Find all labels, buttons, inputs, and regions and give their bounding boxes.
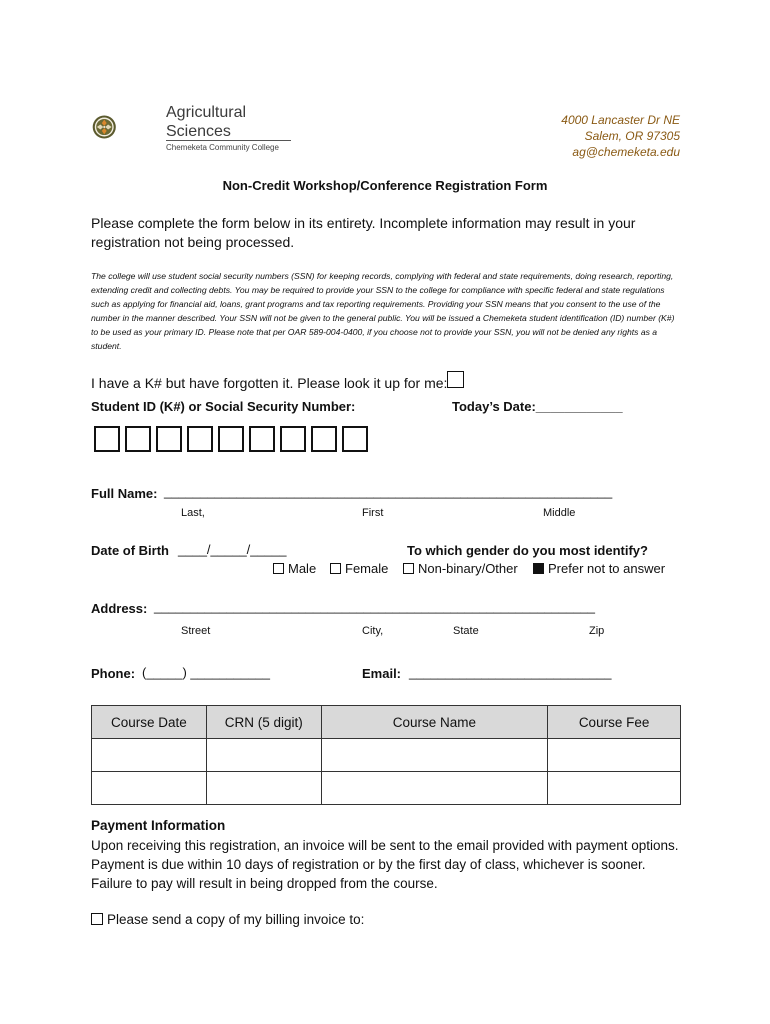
crn-cell[interactable] (206, 772, 321, 805)
dob-input[interactable]: ____/_____/_____ (178, 542, 287, 557)
forgot-k-checkbox[interactable] (447, 371, 464, 388)
table-row (92, 739, 681, 772)
billing-copy-option[interactable] (91, 912, 364, 927)
student-id-label: Student ID (K#) or Social Security Number: (91, 399, 356, 414)
gender-option-nonbinary[interactable] (403, 561, 518, 576)
billing-copy-checkbox[interactable] (91, 913, 103, 925)
city-caption: City, (362, 625, 384, 637)
address-label: Address: (91, 601, 148, 616)
middle-name-caption: Middle (543, 507, 576, 519)
id-digit-box[interactable] (249, 426, 275, 452)
last-name-caption: Last, (181, 507, 205, 519)
course-fee-cell[interactable] (548, 739, 681, 772)
billing-copy-label: Please send a copy of my billing invoice to: (107, 912, 365, 927)
address-city: Salem, OR 97305 (584, 129, 680, 143)
logo-title-line1: Agricultural (166, 104, 247, 121)
id-digit-box[interactable] (342, 426, 368, 452)
address-input[interactable]: _____________________________________________________________ (154, 599, 596, 614)
state-caption: State (453, 625, 479, 637)
course-date-cell[interactable] (92, 739, 207, 772)
full-name-label: Full Name: (91, 486, 158, 501)
full-name-input[interactable]: ______________________________________________________________ (164, 484, 613, 499)
ssn-notice: The college will use student social security numbers (SSN) for keeping records, complying with federal and state requirements, doing research, reporting, extending credit and collecting debts. You may be required to provide your SSN to the college for compliance with specific federal and state regulations such as applying for financial aid, loans, grant programs and tax reporting requirements. Providing your SSN means that you consent to the use of the number in the manner described. Your SSN will not be given to the general public. You will be issued a Chemeketa student identification (ID) number (K#) to be used as your primary ID. Please note that per OAR 589-004-0400, if you choose not to provide your SSN, you will not be denied any rights as a student. (91, 271, 675, 351)
logo-title-line2: Sciences (166, 123, 231, 140)
course-fee-cell[interactable] (548, 772, 681, 805)
id-digit-box[interactable] (187, 426, 213, 452)
course-name-cell[interactable] (321, 772, 548, 805)
payment-text: Upon receiving this registration, an invoice will be sent to the email provided with payment options. Payment is due within 10 days of registration or by the first day of class, whichever is sooner. Failure to pay will result in being dropped from the course. (91, 838, 679, 891)
phone-label: Phone: (91, 666, 136, 681)
dob-label: Date of Birth (91, 543, 169, 558)
email-label: Email: (362, 666, 402, 681)
course-fee-header: Course Fee (548, 706, 681, 739)
address-street: 4000 Lancaster Dr NE (561, 113, 680, 127)
id-digit-box[interactable] (94, 426, 120, 452)
phone-input[interactable]: (_____) ___________ (142, 665, 270, 680)
gender-option-prefer-not[interactable] (533, 561, 665, 576)
id-digit-box[interactable] (156, 426, 182, 452)
nonbinary-label: Non-binary/Other (418, 561, 518, 576)
table-header-row (92, 706, 681, 739)
zip-caption: Zip (589, 625, 605, 637)
email-input[interactable]: ____________________________ (409, 665, 612, 680)
male-checkbox[interactable] (273, 563, 284, 574)
form-title: Non-Credit Workshop/Conference Registration Form (222, 178, 548, 193)
course-date-cell[interactable] (92, 772, 207, 805)
forgot-k-label: I have a K# but have forgotten it. Please look it up for me: (91, 375, 448, 391)
male-label: Male (288, 561, 317, 576)
payment-heading: Payment Information (91, 818, 226, 833)
prefer-not-label: Prefer not to answer (548, 561, 666, 576)
college-logo (92, 92, 162, 162)
nonbinary-checkbox[interactable] (403, 563, 414, 574)
course-date-header: Course Date (92, 706, 207, 739)
female-checkbox[interactable] (330, 563, 341, 574)
address-email[interactable]: ag@chemeketa.edu (572, 145, 680, 159)
id-digit-box[interactable] (125, 426, 151, 452)
logo-subtitle: Chemeketa Community College (166, 143, 279, 152)
gender-option-male[interactable] (273, 561, 316, 576)
street-caption: Street (181, 625, 211, 637)
table-row (92, 772, 681, 805)
logo-divider (166, 140, 291, 141)
crn-header: CRN (5 digit) (206, 706, 321, 739)
gender-option-female[interactable] (330, 561, 388, 576)
contact-address (561, 112, 680, 160)
female-label: Female (345, 561, 389, 576)
crn-cell[interactable] (206, 739, 321, 772)
prefer-not-checkbox[interactable] (533, 563, 544, 574)
gender-question: To which gender do you most identify? (407, 543, 648, 558)
id-digit-box[interactable] (218, 426, 244, 452)
id-digit-box[interactable] (311, 426, 337, 452)
course-name-header: Course Name (321, 706, 548, 739)
course-table (91, 705, 681, 805)
first-name-caption: First (362, 507, 384, 519)
id-digit-box[interactable] (280, 426, 306, 452)
course-name-cell[interactable] (321, 739, 548, 772)
intro-text: Please complete the form below in its entirety. Incomplete information may result in your registration not being processed. (91, 215, 636, 250)
todays-date-field[interactable]: Today’s Date:____________ (452, 399, 623, 414)
